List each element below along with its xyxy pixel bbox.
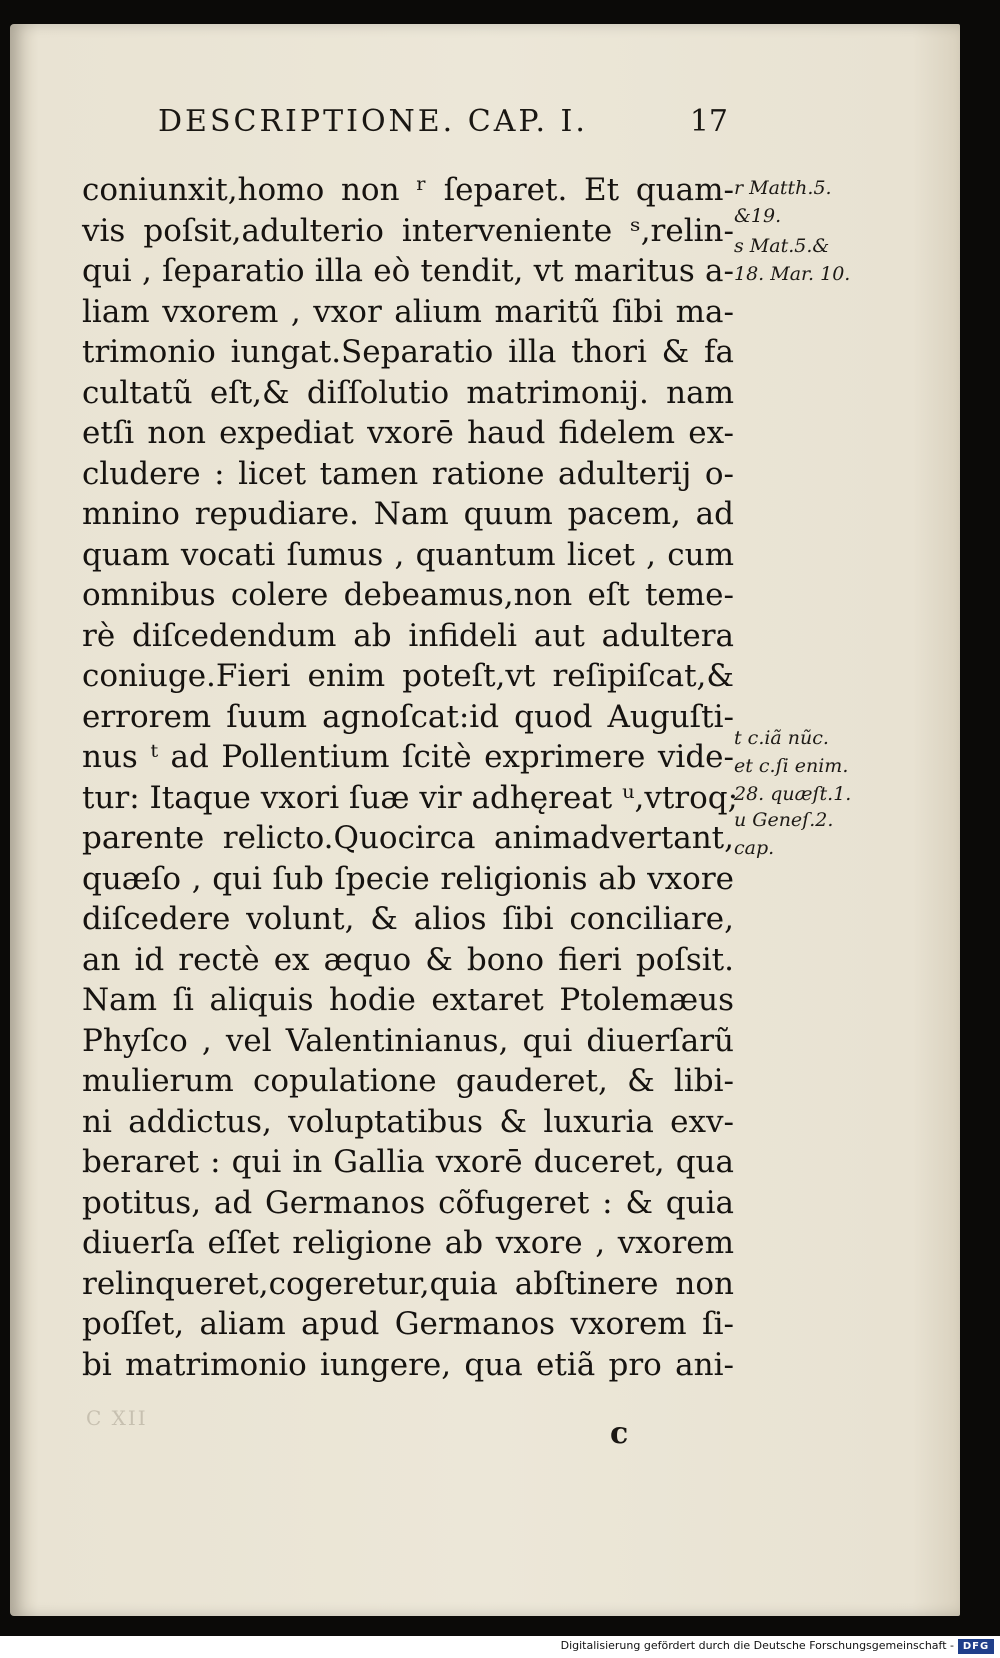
text-line: diuerſa eſſet religione ab vxore , vxorem [82, 1225, 734, 1261]
text-line: tur: Itaque vxori ſuæ vir adhęreat ᵘ,vtroq; [82, 779, 739, 816]
text-line: Nam ſi aliquis hodie extaret Ptolemæus [82, 982, 734, 1018]
text-line: Phyſco , vel Valentinianus, qui diuerſarũ [82, 1022, 734, 1059]
text-line: bi matrimonio iungere, qua etiã pro ani- [82, 1346, 734, 1383]
running-title: DESCRIPTIONE. CAP. I. [158, 104, 588, 139]
text-line: etſi non expediat vxorē haud fidelem ex- [82, 415, 734, 451]
text-line: rè diſcedendum ab infideli aut adultera [82, 617, 734, 654]
margin-note-t: t c.iã nũc. et c.ſi enim. 28. quæſt.1. [734, 727, 852, 805]
text-line: qui , ſeparatio illa eò tendit, vt maritus a- [82, 253, 734, 289]
margin-note-s: s Mat.5.& 18. Mar. 10. [734, 235, 851, 285]
footer-bar [0, 1636, 1000, 1658]
text-line: relinqueret,cogeretur,quia abſtinere non [82, 1265, 734, 1302]
book-page [10, 24, 960, 1616]
text-line: cultatũ eſt,& diſſolutio matrimonij. nam [82, 374, 734, 411]
text-line: errorem ſuum agnoſcat:id quod Auguſti- [82, 698, 734, 735]
margin-note-u: u Geneſ.2. cap. [734, 809, 834, 859]
text-line: cludere : licet tamen ratione adulterij o- [82, 455, 734, 492]
dfg-logo-icon: DFG [958, 1639, 994, 1654]
text-line: quæſo , qui ſub ſpecie religionis ab vxore [82, 860, 734, 897]
text-line: nus ᵗ ad Pollentium ſcitè exprimere vide- [82, 739, 734, 775]
margin-note-r: r Matth.5. &19. [734, 177, 832, 227]
text-line: vis poſsit,adulterio interveniente ˢ,relin- [82, 212, 734, 249]
text-line: liam vxorem , vxor alium maritũ ſibi ma- [82, 293, 734, 330]
text-line: coniunxit,homo non ʳ ſeparet. Et quam- [82, 172, 734, 208]
text-line: an id rectè ex æquo & bono fieri poſsit. [82, 941, 734, 978]
text-line: potitus, ad Germanos cõfugeret : & quia [82, 1184, 734, 1221]
faint-mark: C XII [86, 1406, 148, 1430]
footer-credit: Digitalisierung gefördert durch die Deutsche Forschungsgemeinschaft - [560, 1639, 954, 1652]
text-line: mnino repudiare. Nam quum pacem, ad [82, 496, 734, 532]
text-line: quam vocati ſumus , quantum licet , cum [82, 536, 734, 573]
text-line: poſſet, aliam apud Germanos vxorem ſi- [82, 1306, 734, 1342]
text-line: ni addictus, voluptatibus & luxuria exv- [82, 1103, 734, 1140]
text-line: trimonio iungat.Separatio illa thori & fa [82, 334, 734, 370]
text-line: omnibus colere debeamus,non eſt teme- [82, 577, 734, 613]
text-line: mulierum copulatione gauderet, & libi- [82, 1063, 734, 1099]
signature-mark: c [610, 1416, 629, 1451]
body-text [82, 170, 739, 1385]
text-line: coniuge.Fieri enim poteſt,vt reſipiſcat,& [82, 658, 734, 694]
page-number: 17 [689, 104, 728, 139]
text-line: diſcedere volunt, & alios ſibi conciliare, [82, 901, 734, 937]
text-line: parente relicto.Quocirca animadvertant, [82, 820, 734, 856]
running-head [158, 104, 728, 139]
text-line: beraret : qui in Gallia vxorē duceret, qua [82, 1144, 734, 1180]
